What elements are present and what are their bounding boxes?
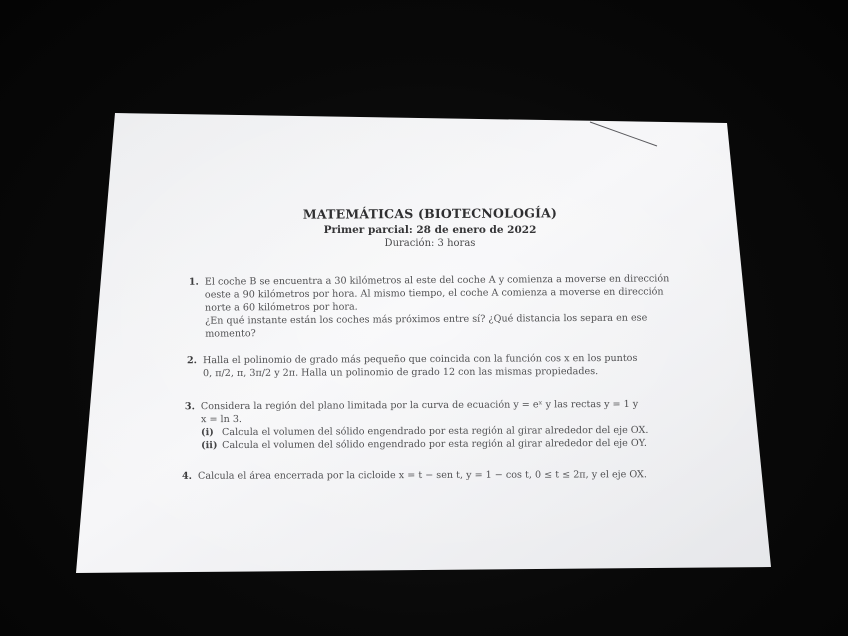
problem-line: 0, π/2, π, 3π/2 y 2π. Halla un polinomio de grado 12 con las mismas propiedades. xyxy=(203,366,599,380)
problem-line: oeste a 90 kilómetros por hora. Al mismo tiempo, el coche A comienza a moverse en dirección xyxy=(204,286,664,301)
problem-1 xyxy=(188,272,670,340)
problem-number: 1. xyxy=(188,276,199,288)
problem-line: Calcula el área encerrada por la cicloide x = t − sen t, y = 1 − cos t, 0 ≤ t ≤ 2π, y el eje OX. xyxy=(197,469,647,482)
exam-duration: Duración: 3 horas xyxy=(384,238,476,249)
problem-line: El coche B se encuentra a 30 kilómetros al este del coche A y comienza a moverse en dirección xyxy=(204,273,670,288)
problem-line: momento? xyxy=(205,328,256,340)
part-text: Calcula el volumen del sólido engendrado por esta región al girar alrededor del eje OY. xyxy=(222,437,647,452)
problem-line: x = ln 3. xyxy=(200,413,242,426)
part-text: Calcula el volumen del sólido engendrado por esta región al girar alrededor del eje OX. xyxy=(222,424,649,439)
problem-part-ii xyxy=(201,437,648,452)
problem-line: ¿En qué instante están los coches más próximos entre sí? ¿Qué distancia los separa en ese xyxy=(205,312,648,327)
problem-number: 3. xyxy=(184,401,195,413)
part-label: (i) xyxy=(201,427,214,439)
problem-4 xyxy=(181,468,647,483)
problem-line: Halla el polinomio de grado más pequeño que coincida con la función cos x en los puntos xyxy=(202,352,638,367)
problem-2 xyxy=(186,352,638,380)
part-label: (ii) xyxy=(201,440,218,452)
problem-line: norte a 60 kilómetros por hora. xyxy=(204,301,358,314)
problem-line: Considera la región del plano limitada por la curva de ecuación y = eˣ y las rectas y = 1 y xyxy=(200,398,639,413)
problem-number: 4. xyxy=(181,470,193,482)
exam-subtitle: Primer parcial: 28 de enero de 2022 xyxy=(323,224,537,236)
exam-title: MATEMÁTICAS (BIOTECNOLOGÍA) xyxy=(302,205,558,222)
problem-number: 2. xyxy=(186,355,198,367)
problem-3 xyxy=(184,398,649,452)
